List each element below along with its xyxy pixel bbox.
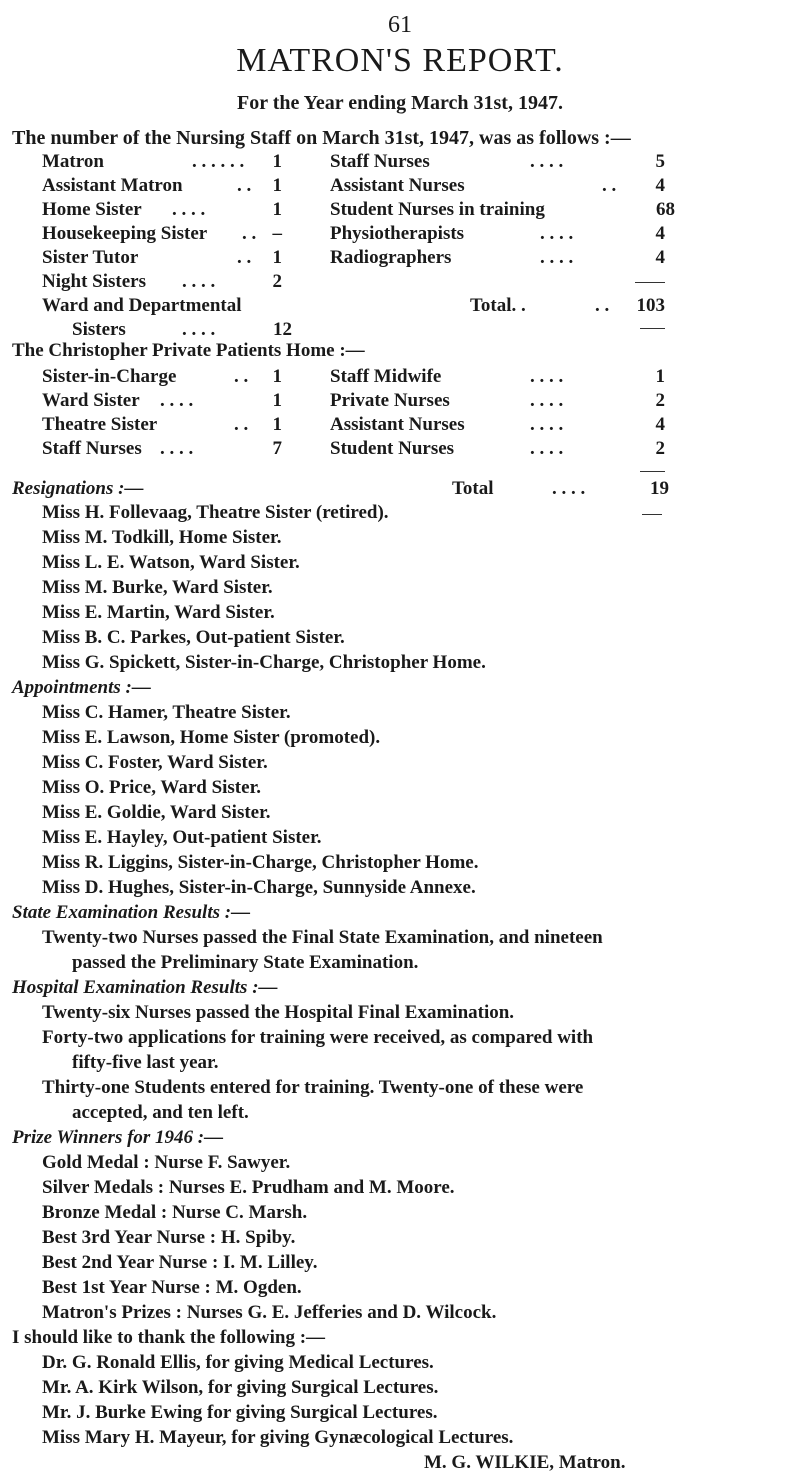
staff-row [42, 413, 302, 437]
prizes-heading: Prize Winners for 1946 :— [12, 1127, 224, 1148]
staff-count: 1 [272, 390, 282, 411]
staff-label: Sister-in-Charge [42, 366, 177, 387]
staff-count: 1 [272, 199, 282, 220]
leader-dots: . . . . [552, 478, 586, 499]
staff-count: 5 [655, 151, 665, 172]
leader-dots: . . [242, 223, 257, 244]
page-number: 61 [388, 12, 412, 38]
staff-count: 1 [272, 414, 282, 435]
leader-dots: . . [234, 366, 249, 387]
paragraph-line: Twenty-two Nurses passed the Final State Examination, and nineteen [42, 927, 603, 948]
staff-count: 2 [655, 438, 665, 459]
report-body [12, 502, 788, 1477]
staff-label: Ward Sister [42, 390, 140, 411]
leader-dots: . . . . [530, 390, 564, 411]
sum-rule [635, 282, 665, 283]
leader-dots: . . . . [530, 414, 564, 435]
leader-dots: . . . . [530, 151, 564, 172]
christopher-total-value: 19 [650, 478, 669, 499]
staff-label: Assistant Nurses [330, 175, 465, 196]
paragraph-line: fifty-five last year. [72, 1052, 219, 1073]
staff-row [330, 174, 720, 198]
list-item: Miss H. Follevaag, Theatre Sister (retired). [42, 502, 389, 523]
staff-row [330, 437, 720, 461]
list-item: Best 2nd Year Nurse : I. M. Lilley. [42, 1252, 318, 1273]
list-item: Mr. A. Kirk Wilson, for giving Surgical Lectures. [42, 1377, 439, 1398]
staff-count: 7 [272, 438, 282, 459]
list-item: Miss M. Todkill, Home Sister. [42, 527, 282, 548]
christopher-home-heading: The Christopher Private Patients Home :— [12, 340, 365, 361]
staff-row [42, 389, 302, 413]
leader-dots: . . . . [160, 390, 194, 411]
list-item: Miss E. Goldie, Ward Sister. [42, 802, 271, 823]
list-item: Miss L. E. Watson, Ward Sister. [42, 552, 300, 573]
list-item: Miss B. C. Parkes, Out-patient Sister. [42, 627, 345, 648]
list-item: Miss E. Martin, Ward Sister. [42, 602, 275, 623]
christopher-total-label: Total [452, 478, 494, 499]
list-item: Miss M. Burke, Ward Sister. [42, 577, 273, 598]
sum-rule [640, 328, 665, 329]
paragraph-line: Twenty-six Nurses passed the Hospital Final Examination. [42, 1002, 515, 1023]
staff-label: Radiographers [330, 247, 452, 268]
staff-row [42, 294, 302, 318]
staff-label: Staff Midwife [330, 366, 442, 387]
paragraph-line: Thirty-one Students entered for training. Twenty-one of these were [42, 1077, 584, 1098]
leader-dots: . . . . [530, 438, 564, 459]
staff-label: Sisters [72, 319, 126, 340]
staff-label: Private Nurses [330, 390, 450, 411]
staff-count: 68 [656, 199, 675, 220]
staff-row [330, 222, 720, 246]
list-item: Silver Medals : Nurses E. Prudham and M. Moore. [42, 1177, 455, 1198]
paragraph-line: accepted, and ten left. [72, 1102, 249, 1123]
staff-count: 1 [272, 175, 282, 196]
staff-count: 4 [655, 175, 665, 196]
staff-total-value: 103 [636, 295, 665, 316]
intro-text: The number of the Nursing Staff on March 31st, 1947, was as follows :— [12, 127, 631, 149]
list-item: Miss C. Hamer, Theatre Sister. [42, 702, 291, 723]
staff-count: 1 [272, 366, 282, 387]
staff-row [42, 437, 302, 461]
hospital-exam-heading: Hospital Examination Results :— [12, 977, 278, 998]
staff-label: Theatre Sister [42, 414, 158, 435]
staff-row [42, 222, 302, 246]
leader-dots: . . . . [540, 247, 574, 268]
list-item: Miss E. Hayley, Out-patient Sister. [42, 827, 322, 848]
state-exam-heading: State Examination Results :— [12, 902, 251, 923]
list-item: Miss O. Price, Ward Sister. [42, 777, 262, 798]
staff-row [42, 365, 302, 389]
staff-label: Student Nurses [330, 438, 455, 459]
staff-count: 12 [273, 319, 292, 340]
leader-dots: . . . . [182, 319, 216, 340]
list-item: Miss D. Hughes, Sister-in-Charge, Sunnyside Annexe. [42, 877, 476, 898]
staff-row [42, 246, 302, 270]
staff-row [330, 365, 720, 389]
staff-row [42, 270, 302, 294]
leader-dots: . . . . [540, 223, 574, 244]
staff-row [42, 318, 302, 342]
list-item: Mr. J. Burke Ewing for giving Surgical Lectures. [42, 1402, 438, 1423]
staff-row [330, 413, 720, 437]
list-item: Miss C. Foster, Ward Sister. [42, 752, 268, 773]
staff-row [42, 174, 302, 198]
staff-row [330, 150, 720, 174]
leader-dots: . . [602, 175, 617, 196]
signature: M. G. WILKIE, Matron. [424, 1452, 626, 1473]
total-label: Total. . [470, 295, 526, 316]
staff-label: Housekeeping Sister [42, 223, 208, 244]
resignations-heading-row [12, 478, 772, 504]
list-item: Bronze Medal : Nurse C. Marsh. [42, 1202, 308, 1223]
leader-dots: . . [237, 175, 252, 196]
staff-count: 1 [272, 247, 282, 268]
list-item: Gold Medal : Nurse F. Sawyer. [42, 1152, 291, 1173]
staff-count: 2 [272, 271, 282, 292]
resignations-heading: Resignations :— [12, 478, 144, 499]
staff-right-column [330, 150, 720, 316]
thanks-intro: I should like to thank the following :— [12, 1327, 326, 1348]
staff-row [330, 198, 720, 222]
staff-count: 1 [655, 366, 665, 387]
staff-row [42, 150, 302, 174]
sum-rule [640, 471, 665, 472]
staff-label: Home Sister [42, 199, 142, 220]
leader-dots: . . . . . . [192, 151, 245, 172]
list-item: Miss E. Lawson, Home Sister (promoted). [42, 727, 381, 748]
leader-dots: . . . . [172, 199, 206, 220]
staff-left-column [42, 150, 302, 342]
staff-label: Night Sisters [42, 271, 146, 292]
staff-count: – [272, 223, 282, 244]
list-item: Miss R. Liggins, Sister-in-Charge, Christopher Home. [42, 852, 479, 873]
christopher-left-column [42, 365, 302, 461]
list-item: Miss Mary H. Mayeur, for giving Gynæcological Lectures. [42, 1427, 514, 1448]
paragraph-line: passed the Preliminary State Examination. [72, 952, 419, 973]
leader-dots: . . [595, 295, 610, 316]
staff-count: 4 [655, 414, 665, 435]
staff-label: Ward and Departmental [42, 295, 242, 316]
staff-label: Staff Nurses [42, 438, 142, 459]
page-title: MATRON'S REPORT. [236, 42, 564, 79]
christopher-right-column [330, 365, 720, 461]
staff-label: Assistant Matron [42, 175, 183, 196]
leader-dots: . . . . [530, 366, 564, 387]
staff-label: Assistant Nurses [330, 414, 465, 435]
leader-dots: . . [237, 247, 252, 268]
staff-label: Sister Tutor [42, 247, 139, 268]
leader-dots: . . [234, 414, 249, 435]
staff-count: 1 [272, 151, 282, 172]
staff-count: 4 [655, 223, 665, 244]
list-item: Dr. G. Ronald Ellis, for giving Medical Lectures. [42, 1352, 434, 1373]
appointments-heading: Appointments :— [12, 677, 151, 698]
staff-label: Staff Nurses [330, 151, 430, 172]
leader-dots: . . . . [160, 438, 194, 459]
page-subtitle: For the Year ending March 31st, 1947. [237, 92, 563, 114]
staff-label: Physiotherapists [330, 223, 465, 244]
staff-row [330, 246, 720, 270]
staff-row [330, 389, 720, 413]
list-item: Best 1st Year Nurse : M. Ogden. [42, 1277, 302, 1298]
staff-label: Matron [42, 151, 104, 172]
paragraph-line: Forty-two applications for training were received, as compared with [42, 1027, 594, 1048]
staff-label: Student Nurses in training [330, 199, 545, 220]
staff-total-row [330, 294, 720, 318]
list-item: Best 3rd Year Nurse : H. Spiby. [42, 1227, 296, 1248]
staff-count: 2 [655, 390, 665, 411]
staff-count: 4 [655, 247, 665, 268]
staff-row [42, 198, 302, 222]
list-item: Matron's Prizes : Nurses G. E. Jefferies and D. Wilcock. [42, 1302, 497, 1323]
leader-dots: . . . . [182, 271, 216, 292]
list-item: Miss G. Spickett, Sister-in-Charge, Christopher Home. [42, 652, 486, 673]
